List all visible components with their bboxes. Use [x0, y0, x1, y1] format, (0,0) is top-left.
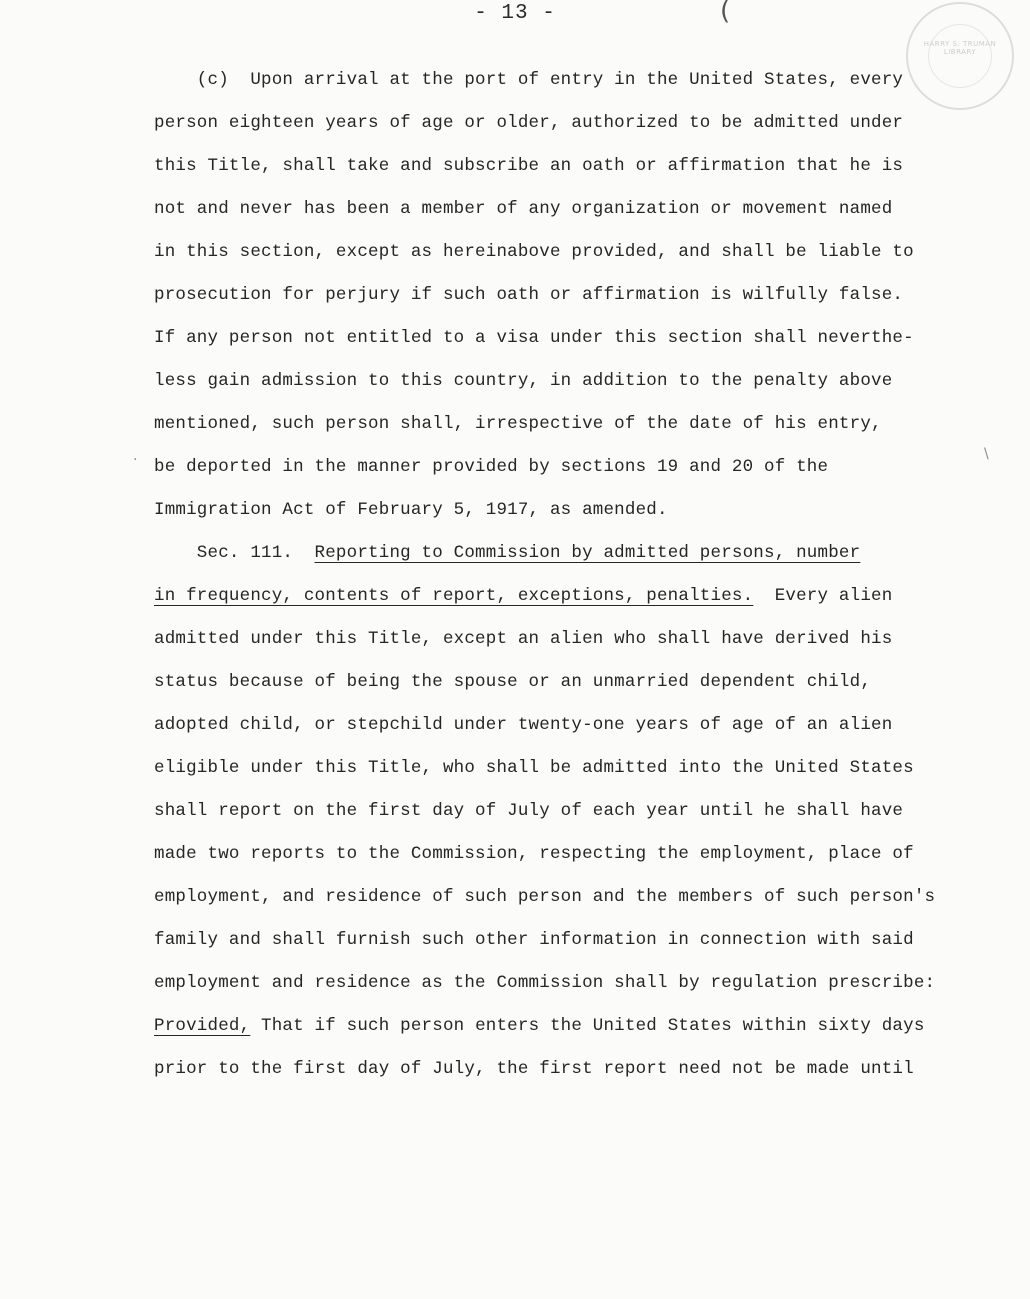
margin-mark-right: \	[984, 446, 989, 462]
text-line: prosecution for perjury if such oath or affirmation is wilfully false.	[154, 285, 904, 305]
proviso-word: Provided,	[154, 1016, 251, 1036]
stamp-text: HARRY S. TRUMAN LIBRARY	[923, 40, 997, 56]
text-line: Immigration Act of February 5, 1917, as amended.	[154, 500, 668, 520]
text-line: this Title, shall take and subscribe an oath or affirmation that he is	[154, 156, 904, 176]
text-line: not and never has been a member of any organization or movement named	[154, 199, 893, 219]
text-line: shall report on the first day of July of each year until he shall have	[154, 801, 904, 821]
text-line: eligible under this Title, who shall be admitted into the United States	[154, 758, 914, 778]
text-line: admitted under this Title, except an alien who shall have derived his	[154, 629, 893, 649]
text-line: employment, and residence of such person and the members of such person's	[154, 887, 936, 907]
text-line: If any person not entitled to a visa under this section shall neverthe-	[154, 328, 914, 348]
text-line: in this section, except as hereinabove provided, and shall be liable to	[154, 242, 914, 262]
section-heading-part2: in frequency, contents of report, exceptions, penalties.	[154, 586, 754, 606]
text-line: person eighteen years of age or older, authorized to be admitted under	[154, 113, 904, 133]
text-line: adopted child, or stepchild under twenty-one years of age of an alien	[154, 715, 893, 735]
section-number: Sec. 111.	[154, 543, 315, 563]
text-line: made two reports to the Commission, respecting the employment, place of	[154, 844, 914, 864]
text-line: employment and residence as the Commission shall by regulation prescribe:	[154, 973, 936, 993]
text-line: family and shall furnish such other information in connection with said	[154, 930, 914, 950]
text-line: (c) Upon arrival at the port of entry in the United States, every	[154, 70, 904, 90]
document-body	[154, 59, 954, 1091]
paragraph-c	[154, 59, 954, 532]
proviso-line	[154, 1005, 954, 1048]
page-number: - 13 -	[474, 2, 556, 25]
text-line: be deported in the manner provided by sections 19 and 20 of the	[154, 457, 829, 477]
section-heading-part1: Reporting to Commission by admitted persons, number	[314, 543, 861, 563]
margin-mark-left: ·	[133, 452, 138, 468]
text-line: status because of being the spouse or an unmarried dependent child,	[154, 672, 872, 692]
text-line: less gain admission to this country, in addition to the penalty above	[154, 371, 893, 391]
text-line: mentioned, such person shall, irrespective of the date of his entry,	[154, 414, 882, 434]
margin-mark-top-right: (	[720, 0, 731, 26]
proviso-text: That if such person enters the United States within sixty days	[250, 1016, 925, 1036]
section-heading-line	[154, 532, 954, 575]
text-line: prior to the first day of July, the first report need not be made until	[154, 1059, 914, 1079]
section-heading-line	[154, 575, 954, 618]
section-text: Every alien	[753, 586, 893, 606]
section-111	[154, 532, 954, 1091]
